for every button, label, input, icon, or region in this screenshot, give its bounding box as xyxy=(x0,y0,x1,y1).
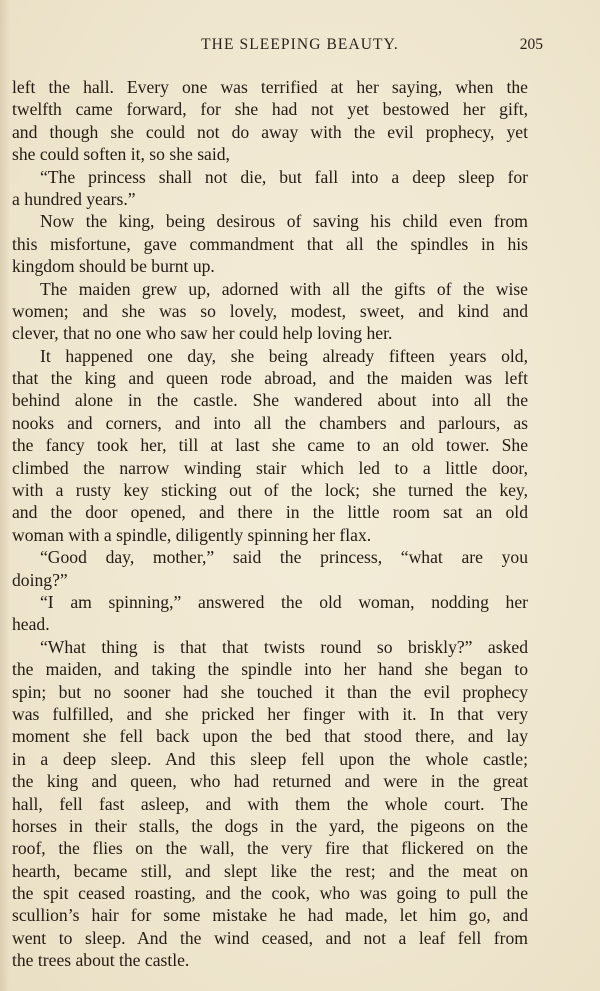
page-gutter xyxy=(0,0,9,991)
text-line: nooks and corners, and into all the chambers and parlours, as xyxy=(12,412,528,433)
text-line: went to sleep. And the wind ceased, and not a leaf fell from xyxy=(12,927,528,948)
text-line: moment she fell back upon the bed that stood there, and lay xyxy=(12,726,528,747)
page-number: 205 xyxy=(519,36,543,53)
text-line: the fancy took her, till at last she came to an old tower. She xyxy=(12,435,528,456)
text-line: The maiden grew up, adorned with all the gifts of the wise xyxy=(40,278,528,299)
text-line: this misfortune, gave commandment that all the spindles in his xyxy=(12,233,528,254)
text-line: scullion’s hair for some mistake he had made, let him go, and xyxy=(12,905,528,926)
text-line: in a deep sleep. And this sleep fell upon the whole castle; xyxy=(12,748,528,769)
text-line: “Good day, mother,” said the princess, “what are you xyxy=(40,547,528,568)
text-line: Now the king, being desirous of saving his child even from xyxy=(40,211,528,232)
text-line: twelfth came forward, for she had not yet bestowed her gift, xyxy=(12,99,528,120)
body-text xyxy=(12,76,528,972)
text-line: the spit ceased roasting, and the cook, who was going to pull the xyxy=(12,883,528,904)
text-line: was fulfilled, and she pricked her finger with it. In that very xyxy=(12,703,528,724)
text-line: the trees about the castle. xyxy=(12,950,190,971)
text-line: climbed the narrow winding stair which led to a little door, xyxy=(12,457,528,478)
text-line: women; and she was so lovely, modest, sweet, and kind and xyxy=(12,300,528,321)
text-line: left the hall. Every one was terrified at her saying, when the xyxy=(12,77,528,97)
text-line: “I am spinning,” answered the old woman, nodding her xyxy=(40,591,528,612)
page-header xyxy=(0,36,600,60)
text-line: that the king and queen rode abroad, and the maiden was left xyxy=(12,368,528,389)
text-line: “What thing is that that twists round so briskly?” asked xyxy=(40,636,528,657)
text-line: with a rusty key sticking out of the lock; she turned the key, xyxy=(12,480,528,501)
text-line: a hundred years.” xyxy=(12,188,136,209)
text-line: hearth, became still, and slept like the rest; and the meat on xyxy=(12,860,528,881)
text-line: and the door opened, and there in the little room sat an old xyxy=(12,502,528,523)
text-line: behind alone in the castle. She wandered about into all the xyxy=(12,390,528,411)
text-line: horses in their stalls, the dogs in the yard, the pigeons on the xyxy=(12,815,528,836)
text-line: It happened one day, she being already fifteen years old, xyxy=(40,345,528,366)
text-line: spin; but no sooner had she touched it than the evil prophecy xyxy=(12,681,528,702)
text-line: roof, the flies on the wall, the very fire that flickered on the xyxy=(12,838,528,859)
text-line: head. xyxy=(12,614,50,635)
text-line: “The princess shall not die, but fall into a deep sleep for xyxy=(40,166,528,187)
text-line: kingdom should be burnt up. xyxy=(12,256,215,277)
text-line: woman with a spindle, diligently spinning her flax. xyxy=(12,524,372,545)
text-line: doing?” xyxy=(12,569,68,590)
text-line: clever, that no one who saw her could help loving her. xyxy=(12,323,393,344)
text-line: the maiden, and taking the spindle into her hand she began to xyxy=(12,659,528,680)
text-line: the king and queen, who had returned and were in the great xyxy=(12,771,528,792)
running-title: THE SLEEPING BEAUTY. xyxy=(201,36,399,53)
text-line: hall, fell fast asleep, and with them the whole court. The xyxy=(12,793,528,814)
text-line: and though she could not do away with the evil prophecy, yet xyxy=(12,121,528,142)
text-line: she could soften it, so she said, xyxy=(12,144,230,165)
